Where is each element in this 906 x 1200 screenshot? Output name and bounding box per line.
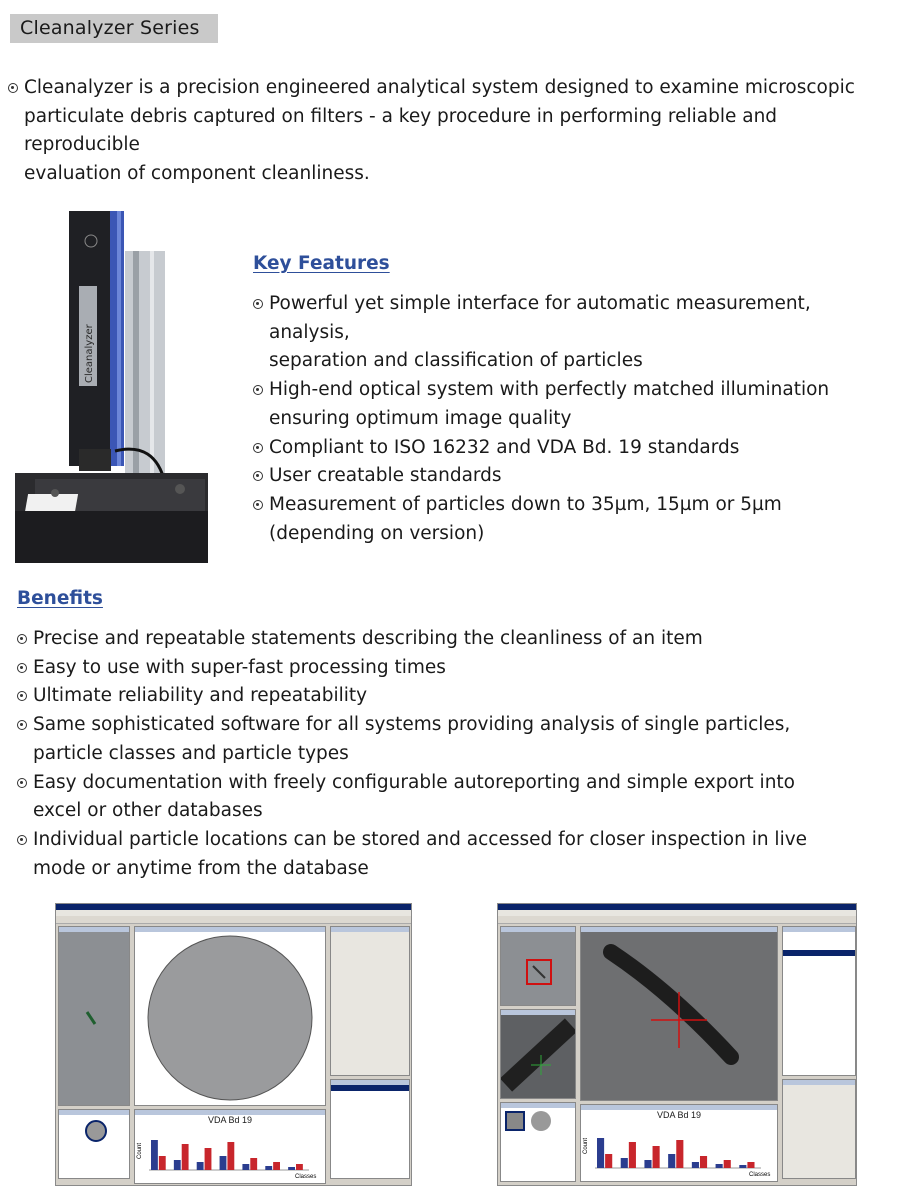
circle-bullet-icon (253, 471, 263, 481)
list-item: ensuring optimum image quality (269, 407, 572, 429)
list-item: Compliant to ISO 16232 and VDA Bd. 19 standards (253, 434, 893, 463)
software-screenshot-filter (55, 903, 412, 1186)
intro-line-1: Cleanalyzer is a precision engineered analytical system designed to examine microscopic (24, 77, 855, 98)
histogram-bar (724, 1160, 731, 1168)
histogram-chart (135, 1125, 325, 1180)
circle-bullet-icon (17, 663, 27, 673)
overview-image-panel (500, 926, 576, 1006)
histogram-bar (747, 1162, 754, 1168)
list-item: mode or anytime from the database (33, 857, 369, 879)
filter-disc (135, 932, 325, 1104)
circle-bullet-icon (17, 835, 27, 845)
circle-bullet-icon (253, 299, 263, 309)
results-histogram-panel (580, 1104, 778, 1182)
list-item: Powerful yet simple interface for automatic measurement, analysis, (253, 290, 893, 347)
list-item: Individual particle locations can be stored and accessed for closer inspection in live (17, 826, 887, 855)
histogram-bar (151, 1140, 158, 1170)
list-item: Ultimate reliability and repeatability (17, 682, 887, 711)
histogram-bar (716, 1164, 723, 1168)
list-item: Precise and repeatable statements describing the cleanliness of an item (17, 625, 887, 654)
gallery-panel (500, 1102, 576, 1182)
intro-line-2: particulate debris captured on filters - a key procedure in performing reliable and reproducible (24, 105, 778, 156)
circle-bullet-icon (253, 500, 263, 510)
benefits-list (17, 625, 887, 883)
particle-thumbnail (59, 932, 129, 1102)
list-item: separation and classification of particles (269, 350, 643, 372)
histogram-bar (605, 1154, 612, 1168)
benefits-heading: Benefits (17, 588, 103, 609)
x-axis-label: Classes (749, 1172, 771, 1178)
circle-bullet-icon (253, 385, 263, 395)
circle-bullet-icon (17, 720, 27, 730)
y-axis-label: Count (583, 1137, 589, 1154)
chart-title: VDA Bd 19 (207, 1115, 253, 1125)
histogram-bar (273, 1162, 280, 1170)
histogram-bar (597, 1138, 604, 1168)
histogram-bar (296, 1164, 303, 1170)
histogram-bar (174, 1160, 181, 1170)
list-item: Same sophisticated software for all systems providing analysis of single particles, (17, 711, 887, 740)
x-axis-label: Classes (295, 1174, 317, 1180)
key-features-list (253, 290, 893, 548)
object-properties-panel (782, 1079, 856, 1179)
histogram-bar (668, 1154, 675, 1168)
live-image-panel (580, 926, 778, 1101)
gallery-panel (58, 1109, 130, 1179)
results-histogram-panel (134, 1109, 326, 1184)
histogram-bar (621, 1158, 628, 1168)
software-screenshot-particle (497, 903, 857, 1186)
histogram-bar (220, 1156, 227, 1170)
histogram-bar (653, 1146, 660, 1168)
list-item: Easy to use with super-fast processing times (17, 654, 887, 683)
histogram-bar (676, 1140, 683, 1168)
intro-line-3: evaluation of component cleanliness. (24, 162, 370, 184)
key-features-heading: Key Features (253, 253, 390, 274)
histogram-bar (159, 1156, 166, 1170)
device-label: Cleanalyzer (84, 324, 95, 383)
histogram-bar (629, 1142, 636, 1168)
list-item: particle classes and particle types (33, 742, 349, 764)
magnify-image-panel (58, 926, 130, 1106)
histogram-bar (182, 1144, 189, 1170)
chart-title: VDA Bd 19 (656, 1110, 702, 1120)
circle-bullet-icon (17, 778, 27, 788)
particle-inspection-panel (330, 926, 410, 1076)
histogram-bar (700, 1156, 707, 1168)
filter-image-panel (134, 926, 326, 1106)
cleanalyzer-device-photo (15, 211, 208, 563)
y-axis-label: Count (137, 1142, 143, 1159)
intro-paragraph (8, 74, 888, 188)
circle-bullet-icon (17, 691, 27, 701)
histogram-bar (205, 1148, 212, 1170)
histogram-bar (265, 1166, 272, 1170)
histogram-chart (581, 1120, 777, 1178)
histogram-bar (739, 1165, 746, 1168)
toolbar (498, 916, 856, 924)
histogram-bar (692, 1162, 699, 1168)
list-item: High-end optical system with perfectly matched illumination (253, 376, 893, 405)
magnified-particle (501, 1015, 575, 1097)
list-item: User creatable standards (253, 462, 893, 491)
results-objects-panel (782, 926, 856, 1076)
results-table-panel (330, 1079, 410, 1179)
list-item: excel or other databases (33, 800, 263, 822)
list-item: (depending on version) (269, 522, 485, 544)
histogram-bar (242, 1164, 249, 1170)
series-title: Cleanalyzer Series (10, 14, 218, 43)
histogram-bar (227, 1142, 234, 1170)
circle-bullet-icon (8, 83, 18, 93)
particle-live-view (581, 932, 777, 1100)
magnify-image-panel (500, 1009, 576, 1099)
histogram-bar (197, 1162, 204, 1170)
histogram-bar (644, 1160, 651, 1168)
histogram-bar (288, 1167, 295, 1170)
overview-marker (501, 932, 575, 1004)
histogram-bar (250, 1158, 257, 1170)
list-item: Easy documentation with freely configurable autoreporting and simple export into (17, 769, 887, 798)
list-item: Measurement of particles down to 35µm, 15µm or 5µm (253, 491, 893, 520)
circle-bullet-icon (17, 634, 27, 644)
toolbar (56, 916, 411, 924)
circle-bullet-icon (253, 443, 263, 453)
